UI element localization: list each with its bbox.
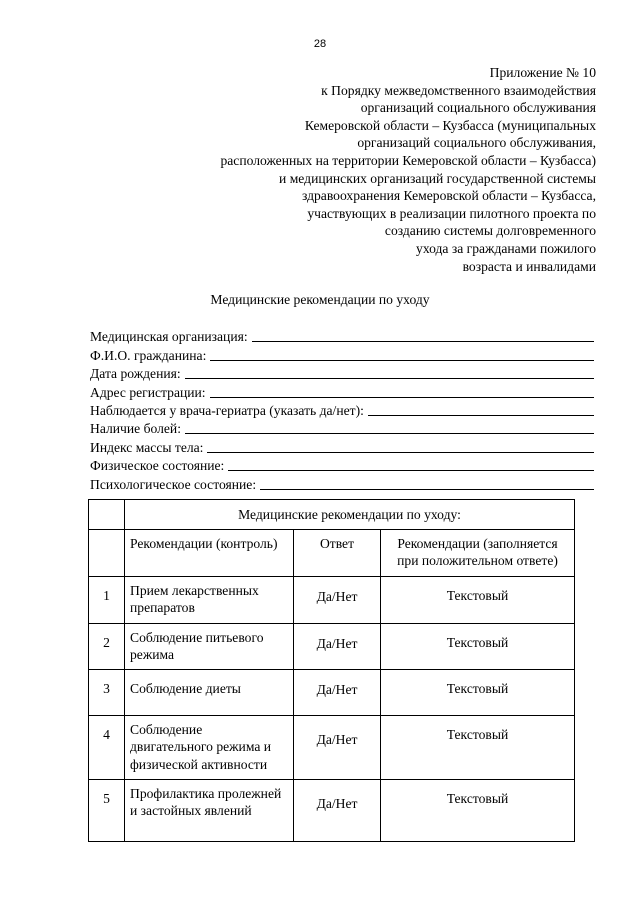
appendix-line: здравоохранения Кемеровской области – Кузбасса, (301, 188, 596, 204)
row-recommendation: Профилактика пролежней и застойных явлений (125, 779, 294, 841)
table-row (89, 576, 575, 623)
row-answer: Да/Нет (294, 669, 381, 715)
row-recommendation: Соблюдение питьевого режима (125, 623, 294, 669)
table-row (89, 623, 575, 669)
column-header-details: Рекомендации (заполняется при положительном ответе) (381, 529, 575, 576)
appendix-line: Кемеровской области – Кузбасса (муниципальных (304, 117, 596, 133)
column-header-answer: Ответ (294, 529, 381, 576)
appendix-line: возраста и инвалидами (462, 258, 596, 274)
fill-line (210, 360, 594, 361)
field-label: Наблюдается у врача-гериатра (указать да/нет): (90, 402, 364, 418)
fill-line (260, 489, 594, 490)
appendix-line: участвующих в реализации пилотного проекта по (307, 205, 596, 221)
fill-line (210, 397, 594, 398)
row-details: Текстовый (381, 623, 575, 669)
fill-line (228, 470, 594, 471)
table-num-header-cell (89, 529, 125, 576)
row-recommendation: Прием лекарственных препаратов (125, 576, 294, 623)
appendix-header (116, 64, 596, 275)
appendix-line: и медицинских организаций государственной системы (279, 170, 596, 186)
row-details: Текстовый (381, 576, 575, 623)
row-details: Текстовый (381, 669, 575, 715)
field-physical-state (90, 456, 594, 474)
field-full-name (90, 345, 594, 363)
field-birth-date (90, 364, 594, 382)
fill-line (368, 415, 594, 416)
row-recommendation: Соблюдение двигательного режима и физической активности (125, 715, 294, 779)
table-column-header-row (89, 529, 575, 576)
table-row (89, 669, 575, 715)
row-recommendation: Соблюдение диеты (125, 669, 294, 715)
recommendations-table (88, 499, 575, 842)
appendix-line: расположенных на территории Кемеровской области – Кузбасса) (220, 152, 596, 168)
row-details: Текстовый (381, 715, 575, 779)
field-label: Индекс массы тела: (90, 439, 204, 455)
row-number: 5 (89, 779, 125, 841)
document-title: Медицинские рекомендации по уходу (210, 292, 430, 307)
appendix-line: к Порядку межведомственного взаимодействия (321, 82, 596, 98)
fill-line (185, 378, 594, 379)
field-geriatrician (90, 401, 594, 419)
fill-line (252, 341, 594, 342)
fill-line (207, 452, 594, 453)
appendix-line: созданию системы долговременного (384, 223, 596, 239)
field-label: Дата рождения: (90, 366, 181, 382)
appendix-line: Приложение № 10 (489, 65, 596, 80)
row-number: 2 (89, 623, 125, 669)
field-label: Адрес регистрации: (90, 384, 206, 400)
row-number: 3 (89, 669, 125, 715)
table-title-cell: Медицинские рекомендации по уходу: (125, 500, 575, 530)
fill-line (185, 433, 594, 434)
row-answer: Да/Нет (294, 576, 381, 623)
row-number: 4 (89, 715, 125, 779)
appendix-line: организаций социального обслуживания, (357, 135, 596, 151)
row-answer: Да/Нет (294, 715, 381, 779)
field-label: Наличие болей: (90, 421, 181, 437)
field-psychological-state (90, 474, 594, 492)
table-header-row (89, 500, 575, 530)
table-row (89, 715, 575, 779)
field-pain (90, 419, 594, 437)
column-header-recommendation: Рекомендации (контроль) (125, 529, 294, 576)
patient-info-form (90, 327, 594, 493)
field-registration-address (90, 382, 594, 400)
appendix-line: организаций социального обслуживания (360, 100, 596, 116)
page-number: 28 (313, 38, 327, 50)
field-label: Медицинская организация: (90, 329, 248, 345)
field-label: Ф.И.О. гражданина: (90, 347, 207, 363)
field-label: Физическое состояние: (90, 458, 225, 474)
field-label: Психологическое состояние: (90, 476, 257, 492)
table-corner-cell (89, 500, 125, 530)
field-medical-organization (90, 327, 594, 345)
row-number: 1 (89, 576, 125, 623)
appendix-line: ухода за гражданами пожилого (416, 240, 596, 256)
row-answer: Да/Нет (294, 623, 381, 669)
field-bmi (90, 437, 594, 455)
table-row (89, 779, 575, 841)
row-answer: Да/Нет (294, 779, 381, 841)
row-details: Текстовый (381, 779, 575, 841)
